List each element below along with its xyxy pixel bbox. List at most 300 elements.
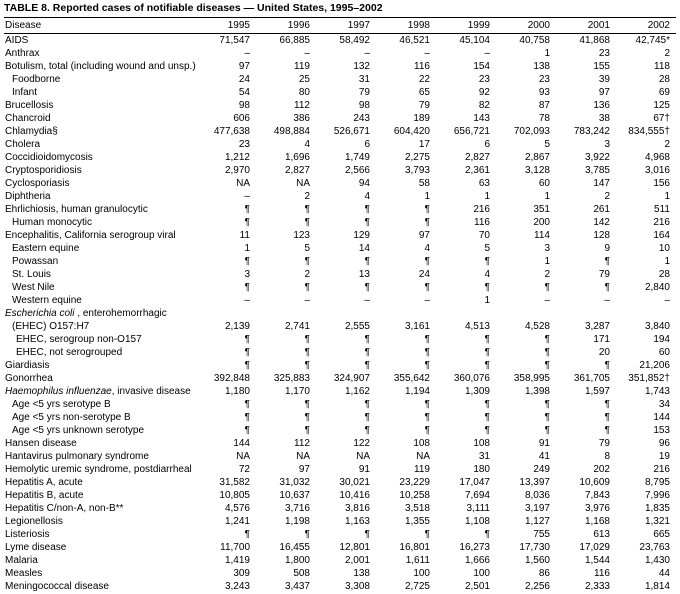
value-cell: ¶ [604, 256, 610, 267]
value-cell: 180 [473, 464, 490, 475]
disease-cell [4, 268, 196, 281]
value-cell: 2,333 [584, 581, 610, 592]
value-cell: 45,104 [459, 35, 490, 46]
value-cell: 114 [534, 230, 550, 241]
value-cell: ¶ [364, 256, 370, 267]
value-cell: NA [236, 178, 250, 189]
value-cell: 2,741 [284, 321, 310, 332]
value-cell [256, 307, 316, 320]
value-cell: 97 [418, 230, 430, 241]
value-cell: ¶ [544, 334, 550, 345]
value-cell: 118 [654, 61, 670, 72]
value-cell: 40,758 [519, 35, 550, 46]
value-cell: ¶ [304, 217, 310, 228]
value-cell: 129 [353, 230, 370, 241]
table-row [4, 437, 676, 450]
value-cell: 511 [654, 204, 670, 215]
value-cell: 604,420 [393, 126, 430, 137]
value-cell: ¶ [484, 282, 490, 293]
value-cell: 8,795 [644, 477, 670, 488]
value-cell: ¶ [304, 412, 310, 423]
column-header-disease: Disease [4, 18, 196, 34]
value-cell: 72 [238, 464, 250, 475]
column-header-1998: 1998 [376, 18, 436, 34]
value-cell: 1,162 [344, 386, 370, 397]
value-cell: 3 [604, 139, 610, 150]
value-cell: 6 [364, 139, 370, 150]
value-cell: 136 [593, 100, 610, 111]
value-cell: ¶ [424, 360, 430, 371]
disease-cell [4, 554, 196, 567]
disease-name: West Nile [12, 282, 55, 293]
value-cell: 20 [598, 347, 610, 358]
value-cell: ¶ [304, 529, 310, 540]
value-cell: ¶ [544, 347, 550, 358]
value-cell: 5 [304, 243, 310, 254]
value-cell: ¶ [424, 256, 430, 267]
table-row [4, 476, 676, 489]
value-cell: 606 [233, 113, 250, 124]
value-cell: 3,816 [344, 503, 370, 514]
value-cell: 3,785 [584, 165, 610, 176]
value-cell: 17,029 [579, 542, 610, 553]
value-cell: 1 [544, 48, 550, 59]
value-cell: 3,161 [404, 321, 430, 332]
value-cell: – [664, 295, 670, 306]
value-cell: ¶ [484, 334, 490, 345]
value-cell: 2 [664, 48, 670, 59]
disease-cell [4, 359, 196, 372]
value-cell: ¶ [364, 217, 370, 228]
value-cell: ¶ [424, 412, 430, 423]
disease-name: Botulism, total (including wound and unsp.) [5, 61, 196, 72]
disease-cell [4, 112, 196, 125]
value-cell: 97 [238, 61, 250, 72]
value-cell: 2,566 [344, 165, 370, 176]
value-cell: 143 [473, 113, 490, 124]
value-cell: ¶ [304, 334, 310, 345]
value-cell: 1,743 [644, 386, 670, 397]
disease-name: (EHEC) O157:H7 [12, 321, 90, 332]
disease-cell [4, 294, 196, 307]
value-cell: 19 [658, 451, 670, 462]
value-cell: 44 [658, 568, 670, 579]
value-cell [496, 307, 556, 320]
value-cell: 249 [533, 464, 550, 475]
table-row [4, 346, 676, 359]
value-cell: ¶ [244, 334, 250, 345]
table-row [4, 60, 676, 73]
value-cell: 14 [358, 243, 370, 254]
value-cell: ¶ [604, 399, 610, 410]
value-cell: ¶ [484, 412, 490, 423]
disease-name: Diphtheria [5, 191, 51, 202]
value-cell: 1 [664, 256, 670, 267]
value-cell: 25 [298, 74, 310, 85]
disease-name: Listeriosis [5, 529, 50, 540]
value-cell: 216 [653, 217, 670, 228]
value-cell: 665 [653, 529, 670, 540]
disease-name: Coccidioidomycosis [5, 152, 93, 163]
disease-cell [4, 320, 196, 333]
value-cell: 147 [593, 178, 610, 189]
value-cell: – [364, 48, 370, 59]
disease-name: Ehrlichiosis, human granulocytic [5, 204, 148, 215]
value-cell: 309 [233, 568, 250, 579]
value-cell: 1,611 [405, 555, 430, 566]
value-cell: 13,397 [519, 477, 550, 488]
value-cell: 1,241 [224, 516, 250, 527]
value-cell: ¶ [604, 282, 610, 293]
value-cell: NA [236, 451, 250, 462]
disease-cell [4, 372, 196, 385]
value-cell: 1,194 [404, 386, 430, 397]
value-cell: 358,995 [513, 373, 550, 384]
disease-cell [4, 437, 196, 450]
disease-name: Lyme disease [5, 542, 67, 553]
column-header-2000: 2000 [496, 18, 556, 34]
value-cell: 1,212 [224, 152, 250, 163]
table-row [4, 47, 676, 60]
value-cell: 11,700 [220, 542, 250, 553]
value-cell: 351 [533, 204, 550, 215]
value-cell: – [424, 48, 430, 59]
value-cell: 80 [298, 87, 310, 98]
table-row [4, 398, 676, 411]
disease-name-italic: Escherichia coli [5, 308, 75, 319]
value-cell: ¶ [544, 282, 550, 293]
disease-name: Giardiasis [5, 360, 50, 371]
value-cell: 3 [244, 269, 250, 280]
value-cell: 66,885 [279, 35, 310, 46]
value-cell: 7,996 [644, 490, 670, 501]
table-row [4, 242, 676, 255]
value-cell: 200 [533, 217, 550, 228]
value-cell: 498,884 [273, 126, 310, 137]
value-cell: 1,168 [584, 516, 610, 527]
value-cell: 1,198 [284, 516, 310, 527]
disease-name: Malaria [5, 555, 38, 566]
value-cell: ¶ [244, 529, 250, 540]
disease-name: EHEC, serogroup non-O157 [16, 334, 142, 345]
value-cell: 3,287 [584, 321, 610, 332]
disease-name: Foodborne [12, 74, 61, 85]
value-cell: 1,419 [224, 555, 250, 566]
value-cell: 31,032 [279, 477, 310, 488]
value-cell: 164 [653, 230, 670, 241]
disease-name: Chancroid [5, 113, 51, 124]
value-cell: 112 [294, 100, 310, 111]
disease-cell [4, 333, 196, 346]
value-cell: 4,528 [524, 321, 550, 332]
disease-cell [4, 73, 196, 86]
value-cell: 3,308 [344, 581, 370, 592]
disease-name: Infant [12, 87, 38, 98]
value-cell: 67† [653, 113, 670, 124]
header-row [4, 18, 676, 34]
value-cell: 23 [238, 139, 250, 150]
value-cell: 3,437 [284, 581, 310, 592]
value-cell: NA [296, 451, 310, 462]
value-cell: – [604, 295, 610, 306]
value-cell: 10,637 [279, 490, 310, 501]
disease-name: Human monocytic [12, 217, 93, 228]
value-cell: 28 [658, 269, 670, 280]
disease-name: Hepatitis A, acute [5, 477, 83, 488]
value-cell: 3,922 [584, 152, 610, 163]
value-cell: 119 [414, 464, 430, 475]
value-cell: 91 [358, 464, 370, 475]
value-cell: 2 [304, 269, 310, 280]
value-cell: 42,745* [635, 35, 670, 46]
value-cell: 2,970 [224, 165, 250, 176]
disease-name: Eastern equine [12, 243, 80, 254]
value-cell: ¶ [364, 204, 370, 215]
value-cell: 3,716 [284, 503, 310, 514]
disease-cell [4, 216, 196, 229]
value-cell: 6 [484, 139, 490, 150]
value-cell: ¶ [304, 282, 310, 293]
value-cell: ¶ [244, 204, 250, 215]
value-cell: 2,361 [464, 165, 490, 176]
disease-name: Hantavirus pulmonary syndrome [5, 451, 149, 462]
value-cell: ¶ [424, 334, 430, 345]
disease-name: Western equine [12, 295, 82, 306]
column-header-1997: 1997 [316, 18, 376, 34]
value-cell: 2,827 [284, 165, 310, 176]
value-cell: 91 [538, 438, 550, 449]
value-cell: 2,840 [644, 282, 670, 293]
value-cell: 23 [598, 48, 610, 59]
value-cell: 60 [538, 178, 550, 189]
value-cell: 1,398 [524, 386, 550, 397]
disease-cell [4, 567, 196, 580]
value-cell: 1,355 [404, 516, 430, 527]
value-cell: 325,883 [273, 373, 310, 384]
value-cell: 3,016 [644, 165, 670, 176]
value-cell: 8,036 [524, 490, 550, 501]
table-row [4, 99, 676, 112]
table-title: TABLE 8. Reported cases of notifiable diseases — United States, 1995–2002 [4, 2, 676, 18]
value-cell: ¶ [544, 412, 550, 423]
value-cell: 98 [358, 100, 370, 111]
disease-cell [4, 476, 196, 489]
value-cell: 122 [353, 438, 370, 449]
value-cell: 100 [473, 568, 490, 579]
value-cell: 477,638 [213, 126, 250, 137]
value-cell: 2 [304, 191, 310, 202]
table-row [4, 151, 676, 164]
value-cell: 13 [358, 269, 370, 280]
value-cell: 4 [304, 139, 310, 150]
disease-cell [4, 450, 196, 463]
disease-cell [4, 151, 196, 164]
value-cell: 202 [593, 464, 610, 475]
value-cell: 16,801 [399, 542, 430, 553]
disease-cell [4, 502, 196, 515]
value-cell: 4,576 [224, 503, 250, 514]
value-cell: ¶ [244, 347, 250, 358]
value-cell: 834,555† [628, 126, 670, 137]
value-cell: ¶ [244, 217, 250, 228]
value-cell: 82 [478, 100, 490, 111]
value-cell: 1 [664, 191, 670, 202]
disease-cell [4, 463, 196, 476]
value-cell: 38 [598, 113, 610, 124]
value-cell: – [244, 295, 250, 306]
value-cell: 189 [413, 113, 430, 124]
table-row [4, 515, 676, 528]
value-cell: 138 [353, 568, 370, 579]
disease-name: Age <5 yrs unknown serotype [12, 425, 145, 436]
value-cell: 4,513 [464, 321, 490, 332]
column-header-1996: 1996 [256, 18, 316, 34]
table-row [4, 528, 676, 541]
value-cell: 2,275 [404, 152, 430, 163]
value-cell: 10,416 [339, 490, 370, 501]
value-cell: ¶ [304, 399, 310, 410]
table-row [4, 86, 676, 99]
value-cell: 2 [544, 269, 550, 280]
disease-cell [4, 125, 196, 138]
value-cell: 3,111 [466, 503, 490, 514]
value-cell: 132 [353, 61, 370, 72]
value-cell: 23,763 [639, 542, 670, 553]
value-cell: 3,197 [524, 503, 550, 514]
value-cell: 243 [353, 113, 370, 124]
value-cell: 2 [604, 191, 610, 202]
disease-name: Encephalitis, California serogroup viral [5, 230, 176, 241]
disease-name: AIDS [5, 35, 29, 46]
value-cell: 1,430 [644, 555, 670, 566]
value-cell: 153 [653, 425, 670, 436]
disease-name: Age <5 yrs non-serotype B [12, 412, 131, 423]
value-cell: ¶ [424, 217, 430, 228]
value-cell: 58,492 [339, 35, 370, 46]
table-row [4, 164, 676, 177]
value-cell: 361,705 [573, 373, 610, 384]
disease-cell [4, 580, 196, 593]
value-cell: 216 [473, 204, 490, 215]
value-cell: ¶ [544, 360, 550, 371]
table-row [4, 255, 676, 268]
value-cell: 79 [598, 438, 610, 449]
value-cell: 156 [653, 178, 670, 189]
value-cell: 24 [418, 269, 430, 280]
value-cell: – [544, 295, 550, 306]
value-cell: 1 [244, 243, 250, 254]
value-cell: NA [356, 451, 370, 462]
value-cell: ¶ [364, 412, 370, 423]
table-row [4, 112, 676, 125]
value-cell: 79 [418, 100, 430, 111]
value-cell: 1,749 [344, 152, 370, 163]
table-row [4, 359, 676, 372]
table-row [4, 489, 676, 502]
value-cell: 1,544 [584, 555, 610, 566]
value-cell: 97 [298, 464, 310, 475]
value-cell: 1,127 [524, 516, 550, 527]
table-row [4, 372, 676, 385]
value-cell: – [244, 191, 250, 202]
disease-cell [4, 190, 196, 203]
value-cell: ¶ [604, 425, 610, 436]
value-cell: 100 [413, 568, 430, 579]
value-cell: 60 [658, 347, 670, 358]
value-cell: 79 [598, 269, 610, 280]
disease-name: Measles [5, 568, 43, 579]
value-cell: 3,518 [404, 503, 430, 514]
value-cell: 79 [358, 87, 370, 98]
value-cell: ¶ [244, 282, 250, 293]
disease-cell [4, 424, 196, 437]
value-cell: 324,907 [333, 373, 370, 384]
value-cell: 119 [294, 61, 310, 72]
value-cell: 8 [604, 451, 610, 462]
value-cell: 2,001 [344, 555, 370, 566]
table-row [4, 333, 676, 346]
disease-cell [4, 203, 196, 216]
value-cell: 116 [414, 61, 430, 72]
value-cell: ¶ [304, 347, 310, 358]
disease-cell [4, 346, 196, 359]
value-cell: 1 [484, 191, 490, 202]
value-cell: 783,242 [573, 126, 610, 137]
value-cell: 1 [544, 191, 550, 202]
value-cell: 142 [593, 217, 610, 228]
value-cell: ¶ [484, 256, 490, 267]
value-cell: 10 [658, 243, 670, 254]
value-cell: ¶ [244, 412, 250, 423]
value-cell: 58 [418, 178, 430, 189]
value-cell: ¶ [484, 360, 490, 371]
column-header-2001: 2001 [556, 18, 616, 34]
disease-name: St. Louis [12, 269, 51, 280]
value-cell: 7,843 [584, 490, 610, 501]
value-cell: 10,805 [219, 490, 250, 501]
table-row [4, 320, 676, 333]
value-cell: 2,555 [344, 321, 370, 332]
disease-cell [4, 411, 196, 424]
value-cell: NA [416, 451, 430, 462]
value-cell: 7,694 [464, 490, 490, 501]
value-cell: ¶ [244, 256, 250, 267]
table-row [4, 216, 676, 229]
value-cell: 526,671 [333, 126, 370, 137]
table-row [4, 138, 676, 151]
table-row [4, 567, 676, 580]
value-cell: ¶ [484, 425, 490, 436]
value-cell: 1,666 [464, 555, 490, 566]
value-cell: 351,852† [628, 373, 670, 384]
disease-cell [4, 489, 196, 502]
disease-name: Age <5 yrs serotype B [12, 399, 111, 410]
value-cell: 3,840 [644, 321, 670, 332]
value-cell: NA [296, 178, 310, 189]
disease-cell [4, 34, 196, 48]
value-cell: 3,128 [524, 165, 550, 176]
value-cell [376, 307, 436, 320]
table-row [4, 190, 676, 203]
disease-cell [4, 307, 196, 320]
disease-name: Chlamydia§ [5, 126, 58, 137]
value-cell: 216 [653, 464, 670, 475]
value-cell: 1,170 [284, 386, 310, 397]
value-cell: 1,597 [584, 386, 610, 397]
disease-name: , enterohemorrhagic [74, 308, 167, 319]
value-cell: 261 [593, 204, 610, 215]
value-cell: 1 [544, 256, 550, 267]
